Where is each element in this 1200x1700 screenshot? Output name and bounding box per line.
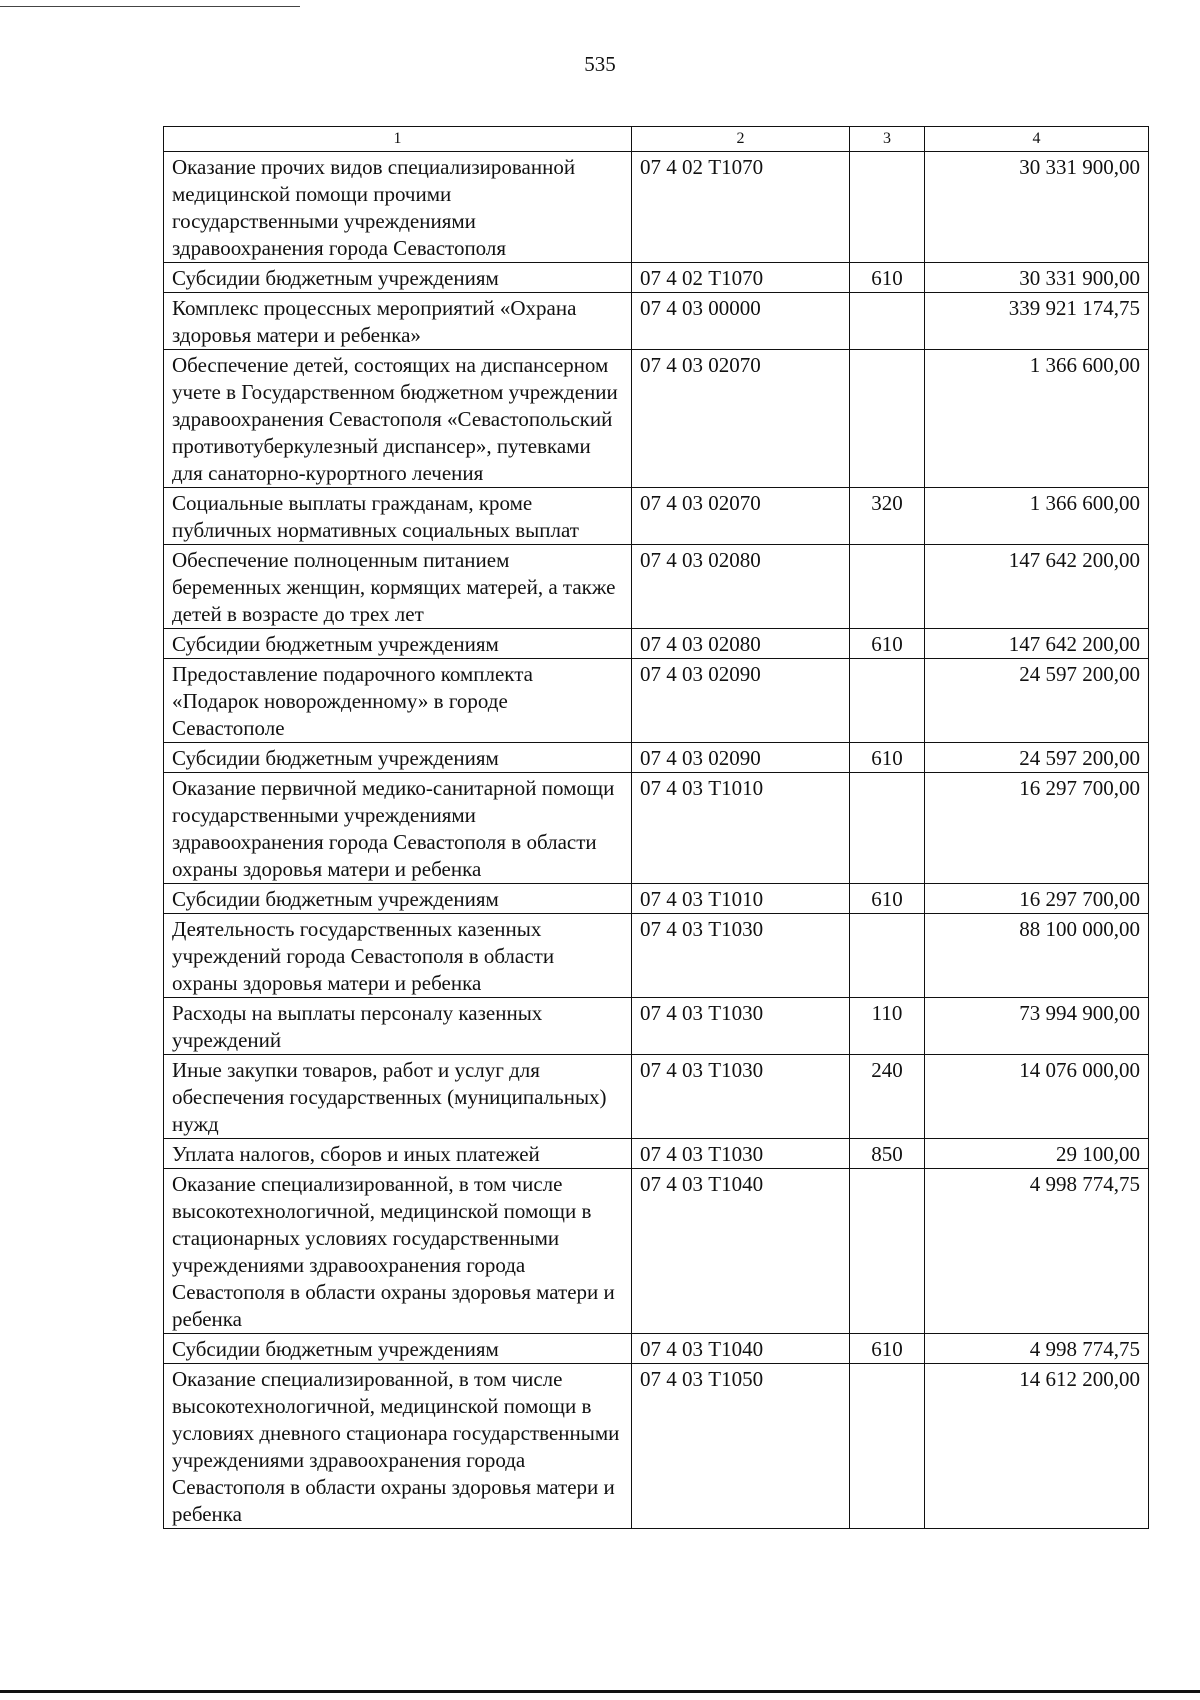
row-amount: 1 366 600,00 — [925, 488, 1149, 545]
row-amount: 30 331 900,00 — [925, 152, 1149, 263]
row-expense-type: 610 — [850, 884, 925, 914]
table-row — [164, 629, 1149, 659]
row-code: 07 4 03 Т1030 — [632, 998, 850, 1055]
row-expense-type — [850, 545, 925, 629]
row-name: Расходы на выплаты персоналу казенных учреждений — [164, 998, 632, 1055]
row-expense-type — [850, 350, 925, 488]
header-col-2: 2 — [632, 127, 850, 152]
table-row — [164, 350, 1149, 488]
row-code: 07 4 03 Т1030 — [632, 1139, 850, 1169]
row-amount: 73 994 900,00 — [925, 998, 1149, 1055]
table-row — [164, 545, 1149, 629]
row-name: Субсидии бюджетным учреждениям — [164, 743, 632, 773]
table-row — [164, 1139, 1149, 1169]
row-amount: 16 297 700,00 — [925, 773, 1149, 884]
table-row — [164, 293, 1149, 350]
row-amount: 4 998 774,75 — [925, 1334, 1149, 1364]
row-expense-type: 610 — [850, 743, 925, 773]
row-expense-type — [850, 152, 925, 263]
row-code: 07 4 02 Т1070 — [632, 263, 850, 293]
table-row — [164, 1055, 1149, 1139]
table-row — [164, 998, 1149, 1055]
row-expense-type: 320 — [850, 488, 925, 545]
row-code: 07 4 03 Т1030 — [632, 1055, 850, 1139]
row-code: 07 4 03 02070 — [632, 488, 850, 545]
table-row — [164, 488, 1149, 545]
table-row — [164, 659, 1149, 743]
table-row — [164, 773, 1149, 884]
row-name: Комплекс процессных мероприятий «Охрана здоровья матери и ребенка» — [164, 293, 632, 350]
row-expense-type: 610 — [850, 263, 925, 293]
row-name: Иные закупки товаров, работ и услуг для обеспечения государственных (муниципальных) нужд — [164, 1055, 632, 1139]
row-name: Оказание первичной медико-санитарной помощи государственными учреждениями здравоохранения города Севастополя в области охраны здоровья матери и ребенка — [164, 773, 632, 884]
row-code: 07 4 03 02080 — [632, 545, 850, 629]
row-expense-type: 240 — [850, 1055, 925, 1139]
row-name: Оказание специализированной, в том числе высокотехнологичной, медицинской помощи в стационарных условиях государственными учреждениями здравоохранения города Севастополя в области охраны здоровья матери и ребенка — [164, 1169, 632, 1334]
row-name: Субсидии бюджетным учреждениям — [164, 884, 632, 914]
header-row — [164, 127, 1149, 152]
table-row — [164, 914, 1149, 998]
row-expense-type — [850, 293, 925, 350]
row-code: 07 4 03 02070 — [632, 350, 850, 488]
row-amount: 339 921 174,75 — [925, 293, 1149, 350]
row-name: Субсидии бюджетным учреждениям — [164, 629, 632, 659]
row-name: Субсидии бюджетным учреждениям — [164, 1334, 632, 1364]
header-col-1: 1 — [164, 127, 632, 152]
row-name: Уплата налогов, сборов и иных платежей — [164, 1139, 632, 1169]
row-code: 07 4 03 Т1040 — [632, 1169, 850, 1334]
row-amount: 14 612 200,00 — [925, 1364, 1149, 1529]
budget-table — [163, 126, 1149, 1529]
row-code: 07 4 03 02090 — [632, 743, 850, 773]
row-amount: 30 331 900,00 — [925, 263, 1149, 293]
row-code: 07 4 03 02090 — [632, 659, 850, 743]
header-col-4: 4 — [925, 127, 1149, 152]
row-expense-type: 110 — [850, 998, 925, 1055]
table-row — [164, 884, 1149, 914]
row-amount: 29 100,00 — [925, 1139, 1149, 1169]
bottom-scan-line — [0, 1690, 1200, 1693]
table-row — [164, 1169, 1149, 1334]
row-expense-type — [850, 914, 925, 998]
row-amount: 24 597 200,00 — [925, 743, 1149, 773]
row-code: 07 4 03 Т1010 — [632, 884, 850, 914]
row-code: 07 4 02 Т1070 — [632, 152, 850, 263]
row-amount: 4 998 774,75 — [925, 1169, 1149, 1334]
row-amount: 147 642 200,00 — [925, 545, 1149, 629]
row-amount: 88 100 000,00 — [925, 914, 1149, 998]
table-row — [164, 152, 1149, 263]
row-amount: 24 597 200,00 — [925, 659, 1149, 743]
row-expense-type: 850 — [850, 1139, 925, 1169]
table-row — [164, 263, 1149, 293]
table-row — [164, 743, 1149, 773]
row-expense-type — [850, 659, 925, 743]
row-code: 07 4 03 Т1030 — [632, 914, 850, 998]
row-name: Оказание специализированной, в том числе высокотехнологичной, медицинской помощи в условиях дневного стационара государственными учреждениями здравоохранения города Севастополя в области охраны здоровья матери и ребенка — [164, 1364, 632, 1529]
row-amount: 16 297 700,00 — [925, 884, 1149, 914]
row-amount: 1 366 600,00 — [925, 350, 1149, 488]
row-name: Субсидии бюджетным учреждениям — [164, 263, 632, 293]
row-name: Социальные выплаты гражданам, кроме публичных нормативных социальных выплат — [164, 488, 632, 545]
row-code: 07 4 03 02080 — [632, 629, 850, 659]
row-code: 07 4 03 Т1050 — [632, 1364, 850, 1529]
row-amount: 147 642 200,00 — [925, 629, 1149, 659]
row-name: Обеспечение детей, состоящих на диспансерном учете в Государственном бюджетном учреждении здравоохранения Севастополя «Севастопольский противотуберкулезный диспансер», путевками для санаторно-курортного лечения — [164, 350, 632, 488]
table-row — [164, 1364, 1149, 1529]
row-amount: 14 076 000,00 — [925, 1055, 1149, 1139]
table-row — [164, 1334, 1149, 1364]
row-code: 07 4 03 Т1040 — [632, 1334, 850, 1364]
row-expense-type: 610 — [850, 1334, 925, 1364]
row-name: Деятельность государственных казенных учреждений города Севастополя в области охраны здоровья матери и ребенка — [164, 914, 632, 998]
page-number: 535 — [584, 52, 616, 76]
row-expense-type — [850, 773, 925, 884]
header-col-3: 3 — [850, 127, 925, 152]
top-scan-line — [0, 6, 300, 7]
row-code: 07 4 03 Т1010 — [632, 773, 850, 884]
row-expense-type — [850, 1169, 925, 1334]
row-code: 07 4 03 00000 — [632, 293, 850, 350]
row-name: Предоставление подарочного комплекта «Подарок новорожденному» в городе Севастополе — [164, 659, 632, 743]
row-expense-type — [850, 1364, 925, 1529]
row-name: Обеспечение полноценным питанием беременных женщин, кормящих матерей, а также детей в возрасте до трех лет — [164, 545, 632, 629]
row-name: Оказание прочих видов специализированной медицинской помощи прочими государственными учреждениями здравоохранения города Севастополя — [164, 152, 632, 263]
row-expense-type: 610 — [850, 629, 925, 659]
